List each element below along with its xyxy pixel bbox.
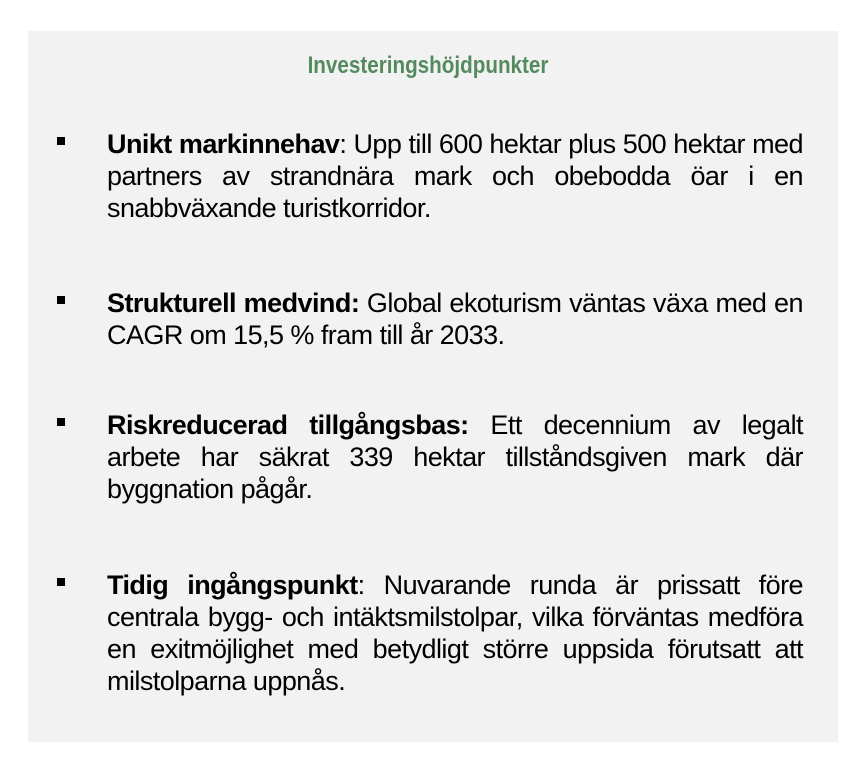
- highlight-heading: Tidig ingångspunkt: [107, 570, 358, 600]
- square-bullet-icon: [57, 137, 65, 145]
- highlight-body: Global ekoturism väntas växa med en CAGR om 15,5 % fram till år 2033.: [107, 288, 803, 350]
- highlight-separator: :: [339, 129, 347, 159]
- highlight-body: Ett decennium av legalt arbete har säkrat 339 hektar tillståndsgiven mark där byggnation pågår.: [107, 410, 804, 504]
- highlight-body: Nuvarande runda är prissatt före centrala bygg- och intäktsmilstolpar, vilka förväntas medföra en exitmöjlighet med betydligt större uppsida förutsatt att milstolparna uppnås.: [107, 570, 803, 696]
- highlight-text: [107, 128, 803, 224]
- highlight-text: [107, 569, 803, 697]
- square-bullet-icon: [57, 578, 65, 586]
- highlight-body: Upp till 600 hektar plus 500 hektar med partners av strandnära mark och obebodda öar i en snabbväxande turistkorridor.: [107, 129, 803, 223]
- highlight-heading: Unikt markinnehav: [107, 129, 340, 159]
- highlight-heading: Riskreducerad tillgångsbas:: [107, 410, 469, 440]
- highlight-text: [107, 409, 803, 505]
- square-bullet-icon: [57, 418, 65, 426]
- highlight-text: [107, 287, 803, 351]
- highlight-heading: Strukturell medvind:: [107, 288, 360, 318]
- square-bullet-icon: [57, 296, 65, 304]
- panel-title: Investeringshöjdpunkter: [307, 52, 549, 79]
- highlight-separator: :: [357, 570, 365, 600]
